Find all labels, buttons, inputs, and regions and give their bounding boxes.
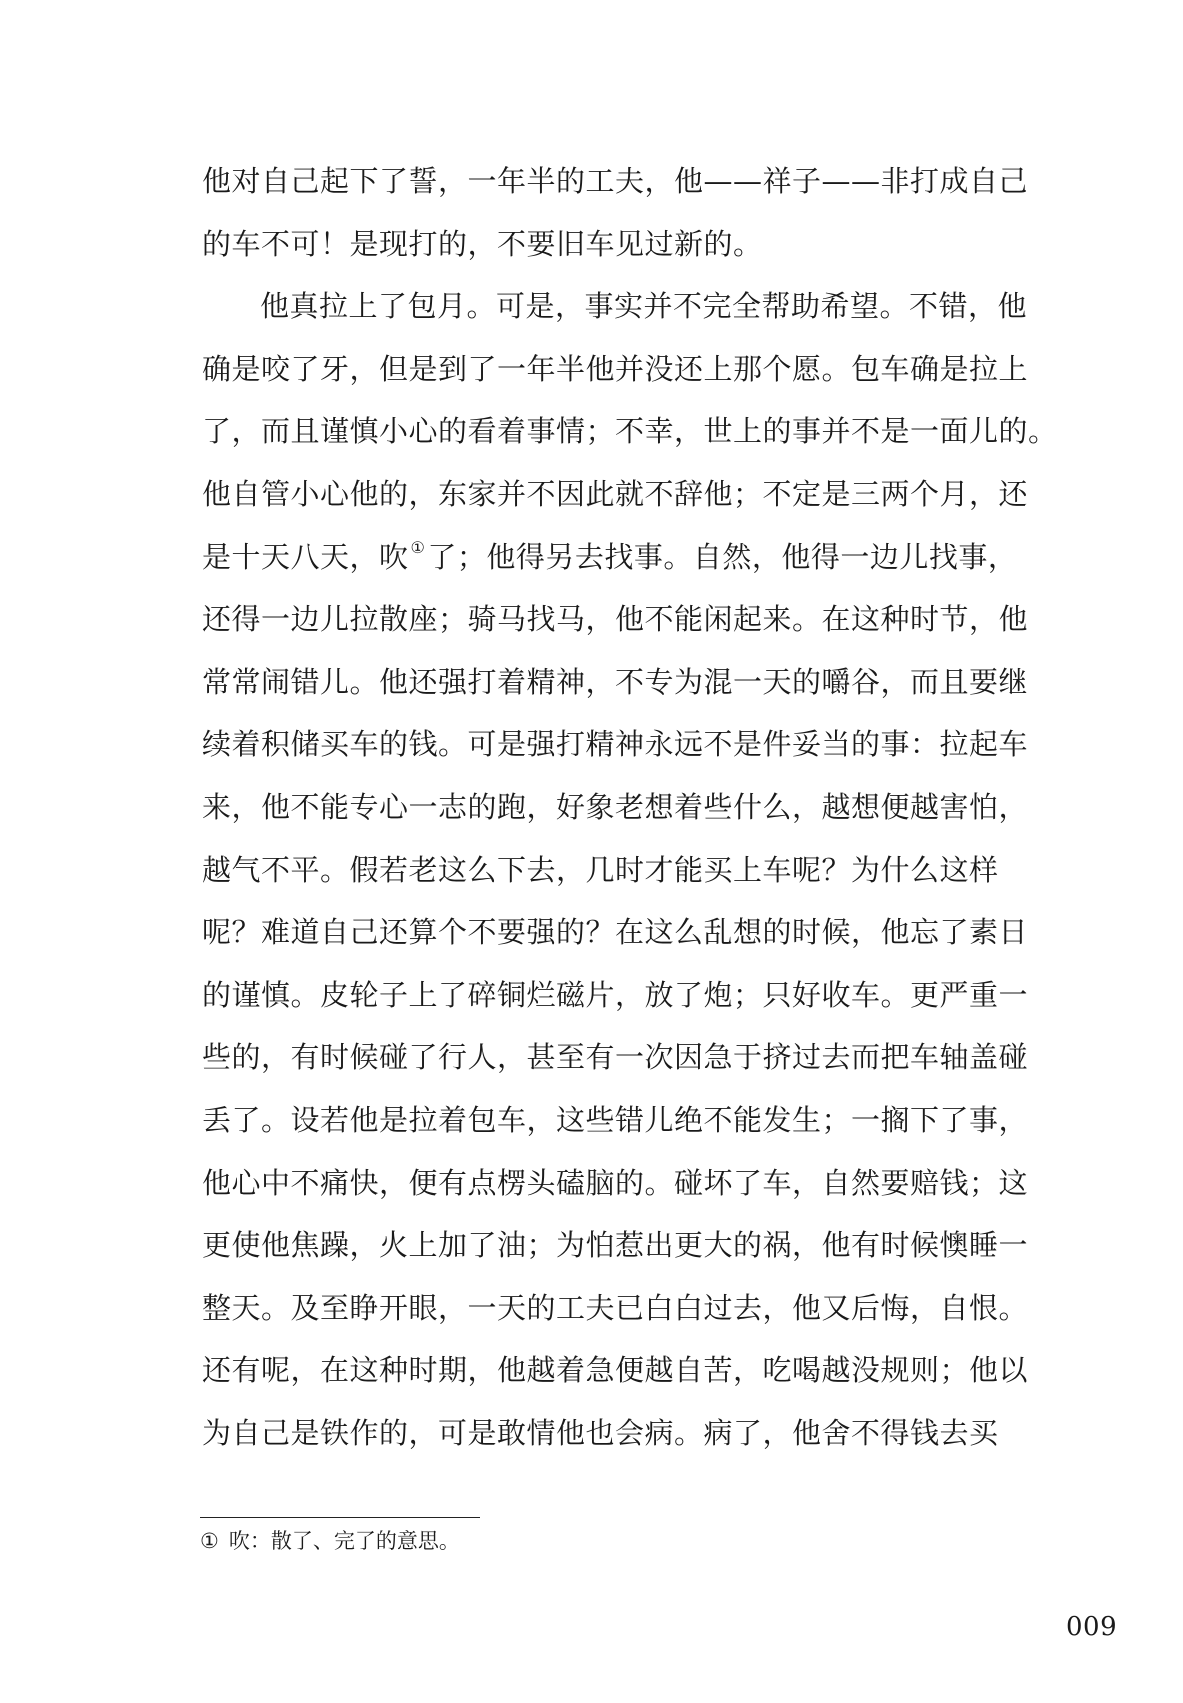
text-line: 他自管小心他的，东家并不因此就不辞他；不定是三两个月，还 [202,476,1029,511]
text-line: 些的，有时候碰了行人，甚至有一次因急于挤过去而把车轴盖碰 [202,1040,1029,1075]
footnote-divider [200,1517,480,1518]
text-line: 越气不平。假若老这么下去，几时才能买上车呢？为什么这样 [202,852,999,887]
text-line: 确是咬了牙，但是到了一年半他并没还上那个愿。包车确是拉上 [202,351,1029,386]
page-number: 009 [1066,1612,1118,1642]
text-line: 的谨慎。皮轮子上了碎铜烂磁片，放了炮；只好收车。更严重一 [202,977,1029,1012]
text-line: 他对自己起下了誓，一年半的工夫，他——祥子——非打成自己 [202,164,1029,198]
text-segment: 是十天八天，吹 [202,539,409,574]
text-line: 为自己是铁作的，可是敢情他也会病。病了，他舍不得钱去买 [202,1415,999,1450]
footnote-reference[interactable]: ① [410,537,426,557]
text-line: 他心中不痛快，便有点楞头磕脑的。碰坏了车，自然要赔钱；这 [202,1165,1029,1200]
text-line: 还有呢，在这种时期，他越着急便越自苦，吃喝越没规则；他以 [202,1353,1029,1388]
text-line: 还得一边儿拉散座；骑马找马，他不能闲起来。在这种时节，他 [202,602,1029,637]
paragraph-first-line: 他真拉上了包月。可是，事实并不完全帮助希望。不错，他 [260,289,1028,324]
body-text [202,150,1058,1464]
text-line-with-footnote-ref [202,526,1032,589]
text-line: 续着积储买车的钱。可是强打精神永远不是件妥当的事：拉起车 [202,727,1029,762]
footnote [200,1526,460,1556]
text-line: 更使他焦躁，火上加了油；为怕惹出更大的祸，他有时候懊睡一 [202,1228,1029,1263]
text-line: 来，他不能专心一志的跑，好象老想着些什么，越想便越害怕， [202,789,1029,824]
text-line: 的车不可！是现打的，不要旧车见过新的。 [202,226,763,261]
text-line: 呢？难道自己还算个不要强的？在这么乱想的时候，他忘了素日 [202,915,1029,950]
text-line: 常常闹错儿。他还强打着精神，不专为混一天的嚼谷，而且要继 [202,664,1029,699]
text-line: 丢了。设若他是拉着包车，这些错儿绝不能发生；一搁下了事， [202,1102,1029,1137]
text-segment: 了；他得另去找事。自然，他得一边儿找事， [427,539,1018,574]
text-line: 了，而且谨慎小心的看着事情；不幸，世上的事并不是一面儿的。 [202,414,1058,449]
footnote-text: 吹：散了、完了的意思。 [228,1529,460,1553]
footnote-mark: ① [200,1529,219,1553]
text-line: 整天。及至睁开眼，一天的工夫已白白过去，他又后悔，自恨。 [202,1290,1029,1325]
